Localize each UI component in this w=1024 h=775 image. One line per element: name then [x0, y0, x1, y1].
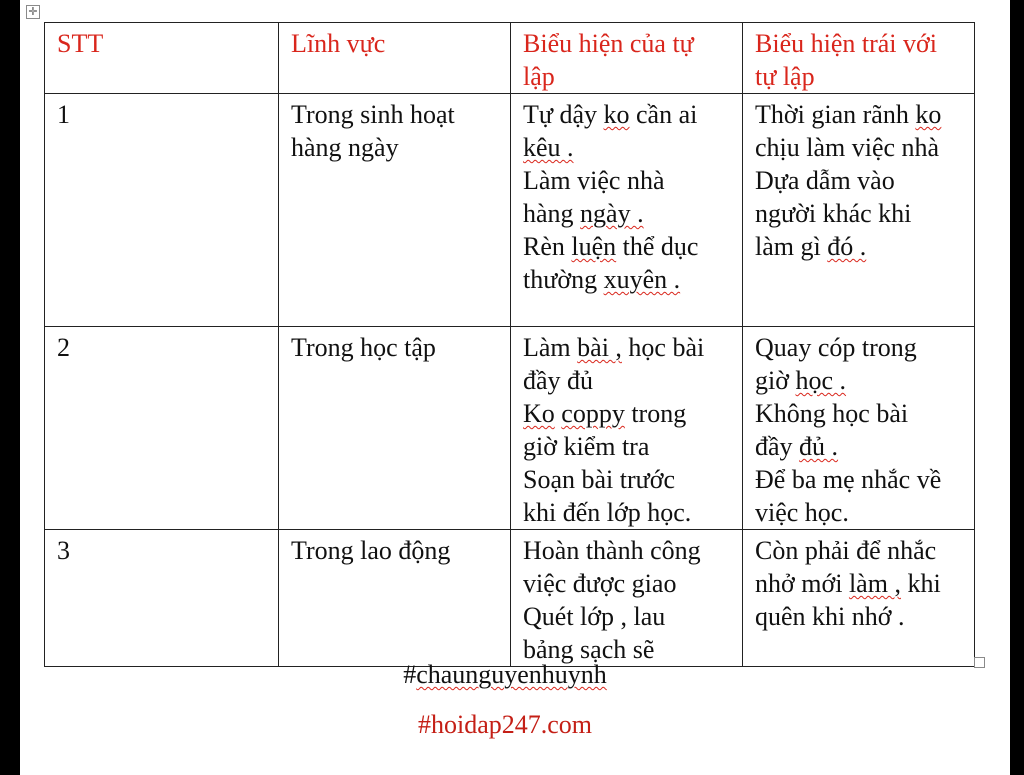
- left-dark-border: [0, 0, 20, 775]
- cell-negative: Quay cóp trong giờ học . Không học bài đầy đủ . Để ba mẹ nhắc về việc học.: [743, 327, 975, 530]
- cell-negative: Còn phải để nhắc nhở mới làm , khi quên khi nhớ .: [743, 530, 975, 667]
- table-header-row: [45, 23, 975, 94]
- table-row: [45, 530, 975, 667]
- self-reliance-table: [44, 22, 975, 667]
- table-move-handle-icon[interactable]: ✛: [26, 5, 40, 19]
- table-row: [45, 327, 975, 530]
- header-cell-field: Lĩnh vực: [279, 23, 511, 94]
- table-row: [45, 94, 975, 327]
- cell-positive: Làm bài , học bài đầy đủ Ko coppy trong giờ kiểm tra Soạn bài trước khi đến lớp học.: [511, 327, 743, 530]
- author-hashtag: #chaunguyenhuynh: [403, 660, 607, 689]
- cell-stt: 1: [45, 94, 279, 327]
- cell-positive: Hoàn thành công việc được giao Quét lớp , lau bảng sạch sẽ: [511, 530, 743, 667]
- site-hashtag: #hoidap247.com: [417, 710, 593, 739]
- cell-field: Trong lao động: [279, 530, 511, 667]
- cell-field: Trong sinh hoạt hàng ngày: [279, 94, 511, 327]
- cell-negative: Thời gian rãnh ko chịu làm việc nhà Dựa dẫm vào người khác khi làm gì đó .: [743, 94, 975, 327]
- header-cell-positive: Biểu hiện của tự lập: [511, 23, 743, 94]
- right-dark-border: [1010, 0, 1024, 775]
- cell-field: Trong học tập: [279, 327, 511, 530]
- header-cell-stt: STT: [45, 23, 279, 94]
- cell-stt: 2: [45, 327, 279, 530]
- cell-positive: Tự dậy ko cần ai kêu . Làm việc nhà hàng ngày . Rèn luện thể dục thường xuyên .: [511, 94, 743, 327]
- header-cell-negative: Biểu hiện trái với tự lập: [743, 23, 975, 94]
- cell-stt: 3: [45, 530, 279, 667]
